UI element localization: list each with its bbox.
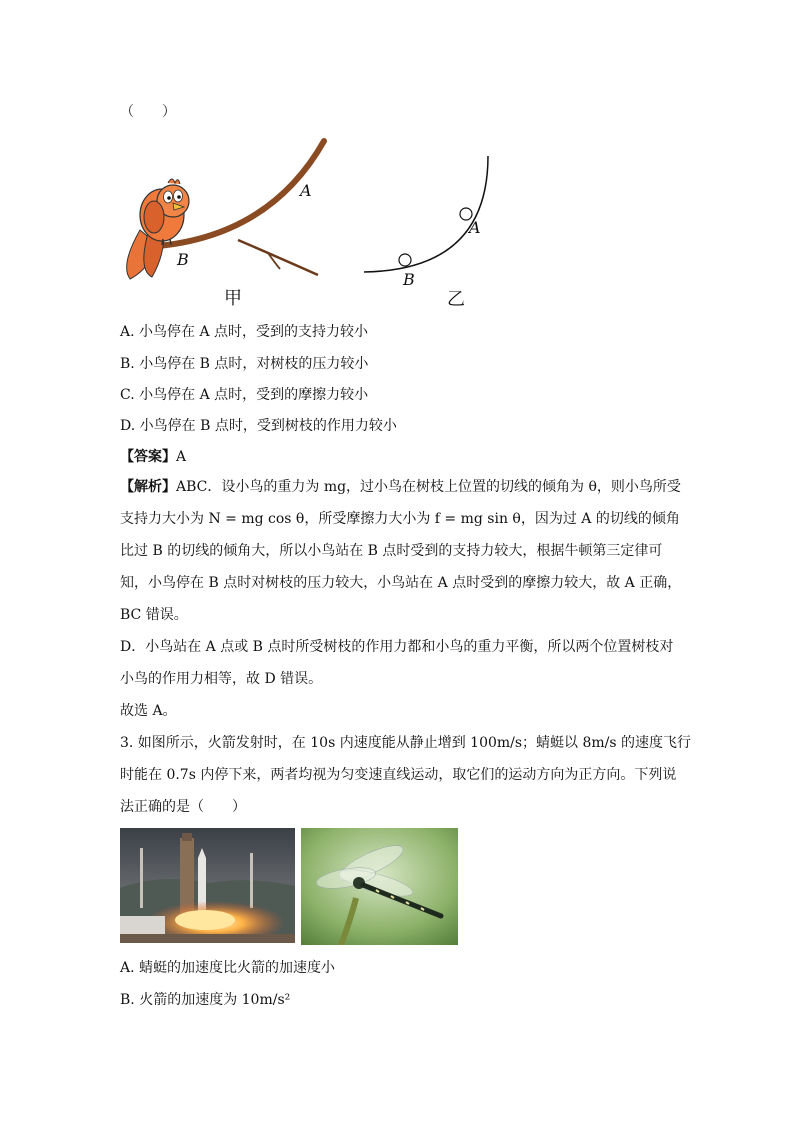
option-d-label: D. bbox=[120, 418, 136, 434]
analysis-text-1: ABC．设小鸟的重力为 mg，过小鸟在树枝上位置的切线的倾角为 θ，则小鸟所受 bbox=[176, 479, 681, 495]
answer-value: A bbox=[176, 449, 187, 465]
dragonfly-photo bbox=[301, 828, 458, 945]
option-c-text: 小鸟停在 A 点时，受到的摩擦力较小 bbox=[139, 387, 369, 403]
answer-tag: 【答案】 bbox=[120, 449, 176, 465]
question-3-line-1: 3. 如图所示，火箭发射时，在 10s 内速度能从静止增到 100m/s；蜻蜓以 8m/s 的速度飞行 bbox=[120, 735, 692, 751]
q3-option-b bbox=[120, 990, 290, 1010]
ball-b-icon bbox=[399, 254, 411, 266]
analysis-block bbox=[120, 471, 680, 727]
analysis-line-1 bbox=[120, 471, 680, 503]
label-b-right: B bbox=[403, 270, 415, 289]
arc-figure bbox=[360, 150, 500, 280]
option-b bbox=[120, 354, 368, 374]
question-3-line-3: 法正确的是（ ） bbox=[120, 799, 246, 815]
q3-option-b-label: B. bbox=[120, 992, 135, 1008]
q3-option-a-text: 蜻蜓的加速度比火箭的加速度小 bbox=[139, 960, 336, 976]
rocket-photo bbox=[120, 828, 295, 943]
analysis-line-4: 知，小鸟停在 B 点时对树枝的压力较大，小鸟站在 A 点时受到的摩擦力较大，故 A 正确， bbox=[120, 575, 682, 591]
analysis-line-3: 比过 B 的切线的倾角大，所以小鸟站在 B 点时受到的支持力较大，根据牛顿第三定律可 bbox=[120, 543, 663, 559]
option-b-label: B. bbox=[120, 356, 135, 372]
option-d-text: 小鸟停在 B 点时，受到树枝的作用力较小 bbox=[139, 418, 397, 434]
analysis-tag: 【解析】 bbox=[120, 479, 176, 495]
analysis-line-8: 故选 A。 bbox=[120, 703, 177, 719]
answer-line bbox=[120, 447, 186, 467]
bird-branch-figure bbox=[118, 135, 338, 305]
question-bracket: （ ） bbox=[120, 104, 176, 120]
label-b-left: B bbox=[177, 250, 189, 269]
analysis-line-2: 支持力大小为 N = mg cos θ，所受摩擦力大小为 f = mg sin θ，因为过 A 的切线的倾角 bbox=[120, 511, 680, 527]
analysis-line-5: BC 错误。 bbox=[120, 607, 188, 623]
question-3-line-2: 时能在 0.7s 内停下来，两者均视为匀变速直线运动，取它们的运动方向为正方向。下列说 bbox=[120, 767, 677, 783]
q3-option-b-text: 火箭的加速度为 10m/s² bbox=[139, 992, 291, 1008]
label-a-right: A bbox=[469, 218, 481, 237]
analysis-line-7: 小鸟的作用力相等，故 D 错误。 bbox=[120, 671, 323, 687]
option-a bbox=[120, 322, 368, 342]
option-c-label: C. bbox=[120, 387, 135, 403]
label-a-left: A bbox=[300, 181, 312, 200]
caption-yi: 乙 bbox=[447, 289, 465, 310]
branch-twig bbox=[238, 240, 318, 275]
option-a-text: 小鸟停在 A 点时，受到的支持力较小 bbox=[139, 324, 369, 340]
option-c bbox=[120, 385, 368, 405]
option-b-text: 小鸟停在 B 点时，对树枝的压力较小 bbox=[139, 356, 369, 372]
analysis-line-6: D．小鸟站在 A 点或 B 点时所受树枝的作用力都和小鸟的重力平衡，所以两个位置树枝对 bbox=[120, 639, 674, 655]
option-a-label: A. bbox=[120, 324, 135, 340]
caption-jia: 甲 bbox=[224, 288, 242, 309]
option-d bbox=[120, 416, 397, 436]
q3-option-a-label: A. bbox=[120, 960, 135, 976]
q3-option-a bbox=[120, 958, 335, 978]
question-3 bbox=[120, 727, 692, 823]
